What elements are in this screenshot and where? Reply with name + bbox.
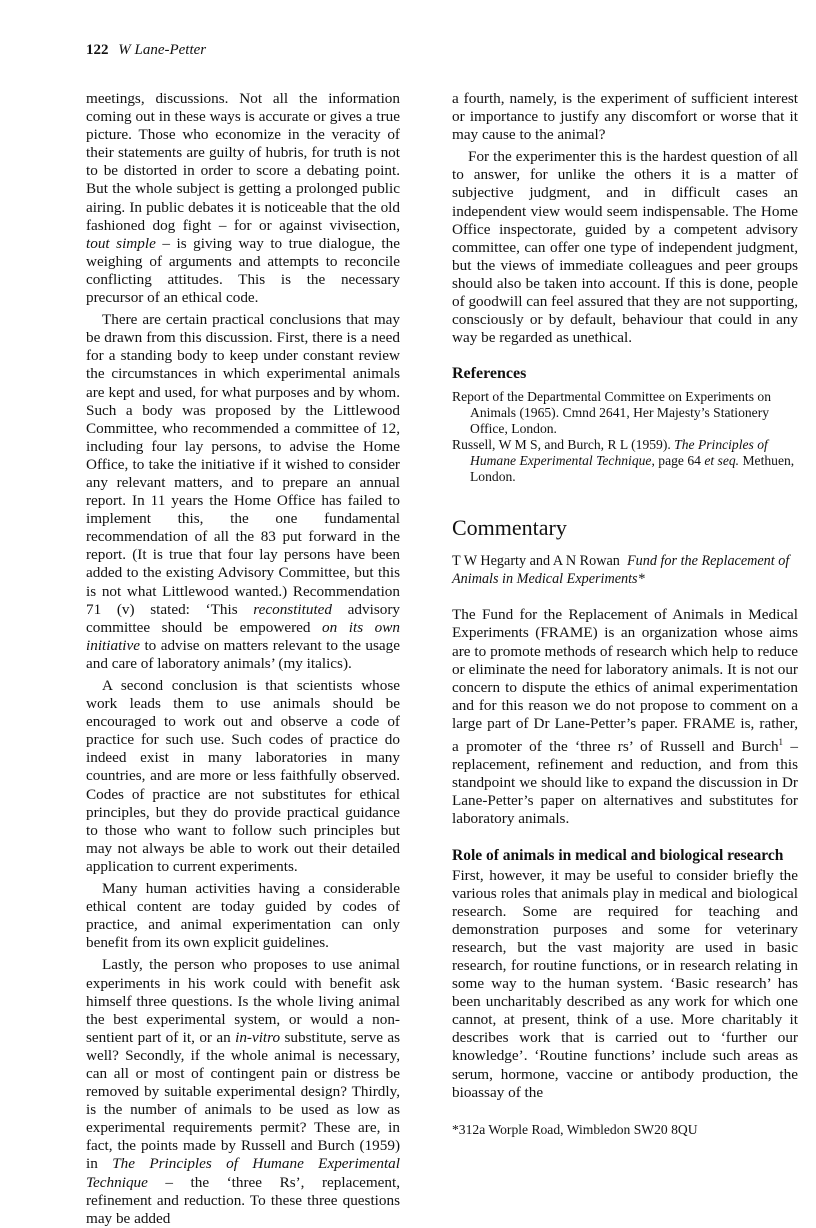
running-header	[86, 42, 206, 59]
paragraph-6: a fourth, namely, is the experiment of sufficient interest or importance to justify any discomfort or worse that it may cause to the animal?	[452, 90, 798, 144]
section-heading: Role of animals in medical and biological research	[452, 846, 784, 864]
paragraph-1: meetings, discussions. Not all the information coming out in these ways is accurate or gives a true picture. Those who economize in the veracity of their statements are guilty of hubris, for truth is not to be distorted in order to score a debating point. But the whole subject is getting a prolonged public airing. In public debates it is noticeable that the old fashioned dog fight – for or against vivisection, tout simple – is giving way to true dialogue, the weighing of arguments and attempts to reconcile conflicting attitudes. This is the necessary precursor of an ethical code.	[86, 90, 400, 307]
reference-1: Report of the Departmental Committee on Experiments on Animals (1965). Cmnd 2641, Her Majesty’s Stationery Office, London.	[452, 389, 771, 437]
page-number: 122	[86, 42, 109, 58]
left-column	[86, 90, 400, 1228]
commentary-paragraph-1: The Fund for the Replacement of Animals in Medical Experiments (FRAME) is an organization whose aims are to promote methods of research which help to reduce or eliminate the need for laboratory animals. It is not our concern to dispute the ethics of animal experimentation and for this reason we do not propose to comment on a large part of Dr Lane-Petter’s paper. FRAME is, rather, a promoter of the ‘three rs’ of Russell and Burch$^1$ – replacement, refinement and reduction, and from this standpoint we should like to expand the discussion in Dr Lane-Petter’s paper on alternatives and substitutes for laboratory animals.	[452, 606, 798, 828]
paragraph-2: There are certain practical conclusions that may be drawn from this discussion. First, there is a need for a standing body to keep under constant review the circumstances in which experimental animals are kept and used, for what purposes and by whom. Such a body was proposed by the Littlewood Committee, who recommended a committee of 12, including four lay persons, to advise the Home Office, to take the initiative if it wished to consider any relevant matters, and to prepare an annual report. In 11 years the Home Office has failed to implement this, the one fundamental recommendation of all the 83 put forward in the report. (It is true that four lay persons have been added to the existing Advisory Committee, but this is not what Littlewood wanted.) Recommendation 71 (v) stated: ‘This reconstituted advisory committee should be empowered on its own initiative to advise on matters relevant to the usage and care of laboratory animals’ (my italics).	[86, 311, 400, 672]
paragraph-7: For the experimenter this is the hardest question of all to answer, for unlike the others it is a matter of subjective judgment, and in difficult cases an independent view would seem indispensable. The Home Office inspectorate, guided by a competent advisory committee, can offer one type of independent judgment, but the views of immediate colleagues and peer groups should also be taken into account. If this is done, people of goodwill can feel assured that they are not supporting, consciously or by default, behaviour that could in any way be regarded as unethical.	[452, 148, 798, 347]
paragraph-3: A second conclusion is that scientists whose work leads them to use animals should be encouraged to work out and observe a code of practice for such use. Such codes of practice do indeed exist in many laboratories in many countries, and are more or less faithfully observed. Codes of practice are not substitutes for ethical principles, but they do provide practical guidance to those who want to follow such principles but may not always be able to work out their detailed application to current experiments.	[86, 677, 400, 875]
references-heading: References	[452, 365, 527, 383]
paragraph-5: Lastly, the person who proposes to use animal experiments in his work could with benefit ask himself three questions. Is the whole living animal the best experimental system, or would a non-sentient part of it, or an in-vitro substitute, serve as well? Secondly, if the whole animal is necessary, can all or most of contingent pain or distress be removed by suitable experimental design? Thirdly, is the number of animals to be used as low as experimental requirements permit? These are, in fact, the points made by Russell and Burch (1959) in The Principles of Humane Experimental Technique – the ‘three Rs’, replacement, refinement and reduction. To these three questions may be added	[86, 956, 400, 1227]
footnote: *312a Worple Road, Wimbledon SW20 8QU	[452, 1121, 698, 1137]
commentary-byline: T W Hegarty and A N Rowan Fund for the Replacement of Animals in Medical Experiments*	[452, 553, 790, 587]
running-author: W Lane-Petter	[118, 42, 207, 58]
right-column	[452, 90, 798, 1138]
paragraph-4: Many human activities having a considerable ethical content are today guided by codes of practice, and animal experimentation can only benefit from its own explicit guidelines.	[86, 880, 400, 952]
reference-2: Russell, W M S, and Burch, R L (1959). The Principles of Humane Experimental Technique, page 64 et seq. Methuen, London.	[452, 437, 795, 485]
commentary-heading: Commentary	[452, 515, 567, 541]
commentary-paragraph-2: First, however, it may be useful to consider briefly the various roles that animals play in medical and biological research. Some are required for teaching and demonstration purposes and some for veterinary research, but the vast majority are used in basic research, for routine functions, or in research relating in some way to the human system. ‘Basic research’ has been uncharitably described as any work for which one cannot, at present, think of a use. More charitably it describes work that is carried out to ‘further our knowledge’. ‘Routine functions’ include such areas as serum, hormone, vaccine or antibody production, the bioassay of the	[452, 866, 798, 1101]
